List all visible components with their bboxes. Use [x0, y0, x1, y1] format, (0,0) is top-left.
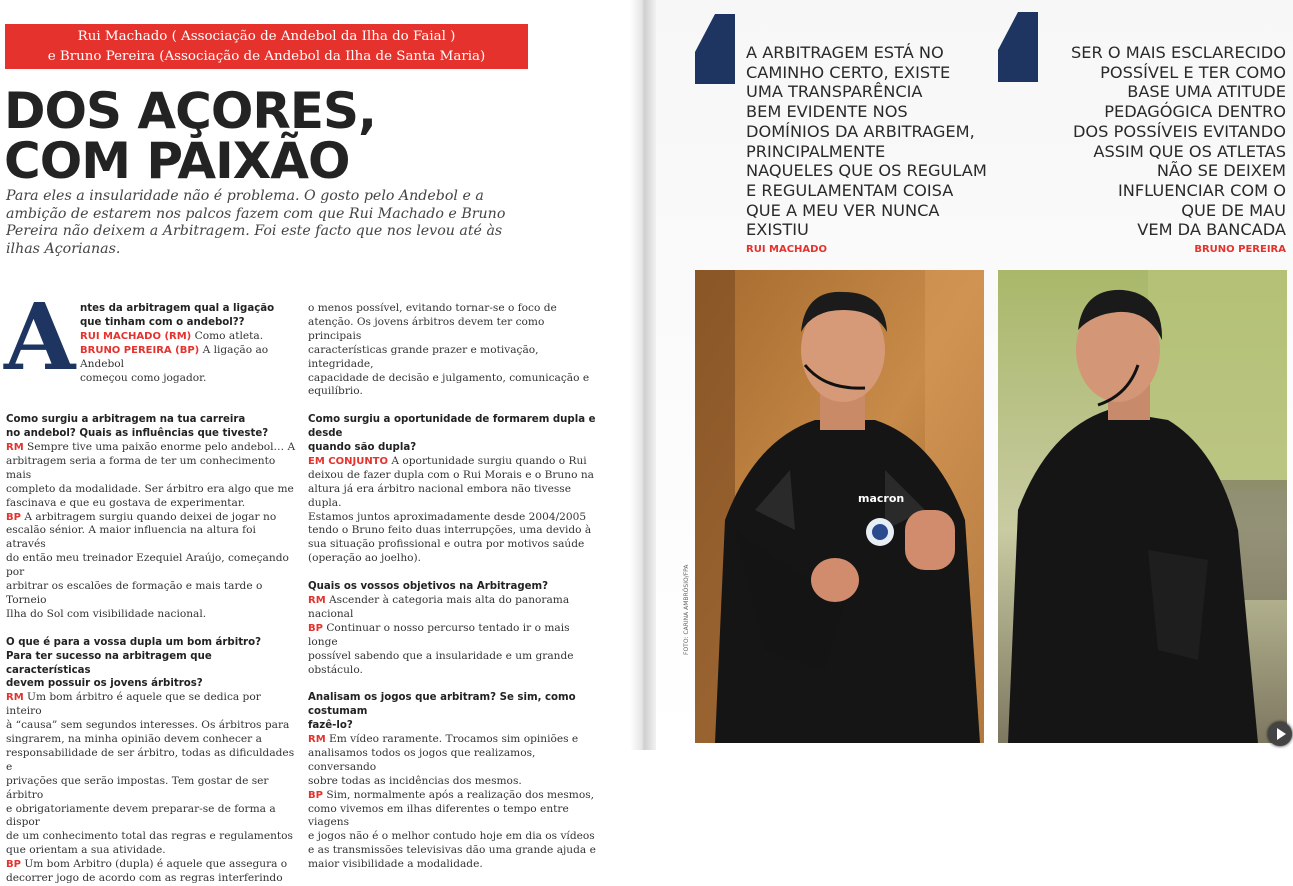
speaker-tag: RM [308, 595, 326, 606]
banner-line-2: e Bruno Pereira (Associação de Andebol da Ilha de Santa Maria) [47, 49, 486, 64]
answer-text: Ascender à categoria mais alta do panorama nacional [308, 594, 570, 620]
speaker-tag: BP [308, 622, 323, 634]
answer-text: Um bom Arbitro (dupla) é aquele que assegura o [20, 858, 288, 871]
question-2-line-1: Como surgiu a arbitragem na tua carreira [6, 414, 246, 426]
answer-2-bp [6, 511, 296, 525]
quote-line: VEM DA BANCADA [1137, 220, 1286, 240]
answer-text: A ligação ao Andebol [80, 343, 269, 370]
text-column-1 [4, 283, 296, 886]
quote-line: INFLUENCIAR COM O [1117, 180, 1286, 200]
answer-5-rm [308, 594, 600, 622]
question-3-line: O que é para a vossa dupla um bom árbitro? [6, 636, 261, 648]
answer-text: Continuar o nosso percurso tentado ir o mais longe [308, 621, 570, 648]
answer-text: A arbitragem surgiu quando deixei de jogar no [20, 510, 277, 523]
shirt-brand-logo: macron [858, 492, 905, 505]
quote-line: QUE A MEU VER NUNCA [746, 200, 940, 220]
answer-2-rm [6, 441, 296, 455]
subtitle-banner [5, 24, 528, 69]
answer-text: Como atleta. [191, 329, 264, 342]
answer-line: altura já era árbitro nacional embora não tivesse dupla. [308, 482, 572, 509]
answer-4 [308, 455, 600, 469]
answer-line: à “causa” sem segundos interesses. Os árbitros para [6, 719, 290, 732]
answer-line: analisamos todos os jogos que realizamos, conversando [308, 746, 536, 773]
quote-mark-icon [998, 12, 1038, 82]
quote-line: DOS POSSÍVEIS EVITANDO [1072, 121, 1286, 141]
answer-line: que orientam a sua atividade. [6, 844, 166, 857]
article-title [4, 82, 376, 190]
speaker-tag: RM [308, 734, 326, 746]
answer-line: fascinava e que eu gostava de experimentar. [6, 496, 246, 509]
referee-photo-1 [695, 270, 984, 743]
answer-line: e jogos não é o melhor contudo hoje em dia os vídeos [308, 830, 595, 843]
quote-line: NÃO SE DEIXEM [1156, 161, 1286, 181]
answer-line: atenção. Os jovens árbitros devem ter como principais [308, 315, 545, 342]
question-6-line: Analisam os jogos que arbitram? Se sim, como costumam [308, 692, 576, 718]
answer-text: Sempre tive uma paixão enorme pelo andebol… A [23, 441, 296, 454]
title-line-1: DOS AÇORES, [4, 82, 376, 140]
left-page [0, 0, 640, 885]
quote-line: PEDAGÓGICA DENTRO [1104, 102, 1286, 122]
quote-line: CAMINHO CERTO, EXISTE [746, 62, 951, 82]
quote-line: E REGULAMENTAM COISA [746, 180, 954, 200]
question-3-line: Para ter sucesso na arbitragem que características [6, 650, 212, 676]
answer-line: arbitragem seria a forma de ter um conhecimento mais [6, 454, 276, 481]
next-page-button[interactable] [1268, 722, 1292, 746]
answer-line: singrarem, na minha opinião devem conhecer a [6, 733, 262, 746]
question-2-line-2: no andebol? Quais as influências que tiveste? [6, 428, 269, 440]
play-icon [1268, 722, 1292, 746]
answer-line: e obrigatoriamente devem preparar-se de forma a dispor [6, 802, 276, 829]
quote-line: A ARBITRAGEM ESTÁ NO [746, 43, 944, 62]
speaker-tag: BP [308, 789, 323, 801]
answer-3-rm [6, 691, 296, 719]
quote-line: POSSÍVEL E TER COMO [1100, 62, 1286, 82]
quote-author-2: BRUNO PEREIRA [1194, 244, 1286, 255]
answer-6-bp [308, 789, 600, 803]
answer-6-rm [308, 733, 600, 747]
answer-text: Em vídeo raramente. Trocamos sim opiniões e [325, 733, 579, 746]
quote-line: ASSIM QUE OS ATLETAS [1093, 141, 1286, 161]
quote-line: QUE DE MAU [1181, 200, 1286, 220]
speaker-tag: RM [6, 692, 24, 704]
answer-5-bp [308, 622, 600, 650]
page-gutter [630, 0, 656, 750]
answer-line: equilíbrio. [308, 385, 363, 398]
answer-line: escalão sénior. A maior influencia na altura foi através [6, 524, 256, 551]
referee-photo-2 [998, 270, 1287, 743]
answer-line: completo da modalidade. Ser árbitro era algo que me [6, 482, 294, 495]
lead-paragraph: Para eles a insularidade não é problema. O gosto pelo Andebol e a ambição de estarem nos palcos fazem com que Rui Machado e Bruno Pereira não deixem a Arbitragem. Foi este facto que nos levou até às ilhas Açorianas. [6, 188, 506, 257]
answer-line: decorrer jogo de acordo com as regras interferindo [6, 872, 283, 885]
quote-line: BEM EVIDENTE NOS [746, 102, 908, 122]
quote-line: EXISTIU [746, 220, 809, 240]
quote-mark-icon [695, 14, 735, 84]
quote-line: DOMÍNIOS DA ARBITRAGEM, [746, 121, 975, 141]
answer-line: e as transmissões televisivas dão uma grande ajuda e [308, 844, 596, 857]
question-1-line-2: que tinham com o andebol?? [80, 316, 245, 328]
answer-3-bp [6, 858, 296, 872]
speaker-tag: RM [6, 442, 24, 454]
answer-line: capacidade de decisão e julgamento, comunicação e [308, 371, 590, 384]
question-6-line: fazê-lo? [308, 720, 353, 732]
question-4-line: Como surgiu a oportunidade de formarem dupla e desde [308, 414, 596, 440]
answer-line: como vivemos em ilhas diferentes o tempo entre viagens [308, 802, 569, 829]
answer-1-bp-cont: começou como jogador. [80, 371, 207, 384]
speaker-tag: BP [6, 859, 21, 871]
answer-line: tendo o Bruno feito duas interrupções, uma devido à [308, 524, 592, 537]
question-5: Quais os vossos objetivos na Arbitragem? [308, 581, 549, 593]
quote-author-1: RUI MACHADO [746, 244, 827, 255]
answer-line: Estamos juntos aproximadamente desde 2004/2005 [308, 510, 587, 523]
quote-line: BASE UMA ATITUDE [1127, 82, 1286, 102]
banner-line-1: Rui Machado ( Associação de Andebol da Ilha do Faial ) [77, 29, 456, 44]
pull-quote-2 [1056, 43, 1286, 240]
answer-text: A oportunidade surgiu quando o Rui [388, 454, 587, 467]
photo-bruno-pereira [998, 270, 1287, 743]
drop-cap: A [4, 283, 76, 391]
answer-line: maior visibilidade a modalidade. [308, 858, 483, 871]
answer-line: possível sabendo que a insularidade e um grande [308, 649, 574, 662]
answer-line: de um conhecimento total das regras e regulamentos [6, 830, 293, 843]
answer-line: deixou de fazer dupla com o Rui Morais e o Bruno na [308, 468, 594, 481]
answer-line: do então meu treinador Ezequiel Araújo, começando por [6, 552, 289, 579]
answer-line: arbitrar os escalões de formação e mais tarde o Torneio [6, 580, 263, 606]
pull-quote-1 [746, 43, 987, 240]
text-column-2 [308, 302, 600, 872]
quote-line: SER O MAIS ESCLARECIDO [1070, 43, 1286, 62]
answer-text: Sim, normalmente após a realização dos mesmos, [322, 788, 595, 801]
speaker-tag: BRUNO PEREIRA (BP) [80, 344, 200, 356]
photo-credit: FOTO: CARINA AMBRÓSIO/FPA [683, 564, 690, 655]
question-1-line-1: ntes da arbitragem qual a ligação [80, 303, 275, 314]
answer-line: o menos possível, evitando tornar-se o foco de [308, 302, 557, 314]
answer-line: características grande prazer e motivação, integridade, [308, 343, 539, 370]
answer-line: privações que serão impostas. Tem gostar de ser árbitro [6, 774, 269, 801]
photo-rui-machado [695, 270, 984, 743]
question-4-line: quando são dupla? [308, 442, 417, 454]
speaker-tag: BP [6, 511, 21, 523]
speaker-tag: RUI MACHADO (RM) [80, 330, 192, 342]
answer-line: obstáculo. [308, 663, 363, 676]
answer-line: responsabilidade de ser árbitro, todas as dificuldades e [6, 746, 295, 773]
quote-line: UMA TRANSPARÊNCIA [746, 82, 923, 102]
answer-line: sua situação profissional e outra por motivos saúde [308, 538, 585, 551]
answer-line: sobre todas as incidências dos mesmos. [308, 774, 522, 787]
speaker-tag: EM CONJUNTO [308, 455, 389, 467]
quote-line: NAQUELES QUE OS REGULAM [746, 161, 987, 181]
title-line-2: COM PAIXÃO [4, 132, 350, 190]
question-3-line: devem possuir os jovens árbitros? [6, 678, 203, 690]
answer-text: Um bom árbitro é aquele que se dedica por inteiro [6, 691, 261, 718]
answer-line: (operação ao joelho). [308, 552, 422, 565]
answer-line: Ilha do Sol com visibilidade nacional. [6, 607, 207, 620]
quote-line: PRINCIPALMENTE [746, 141, 886, 161]
